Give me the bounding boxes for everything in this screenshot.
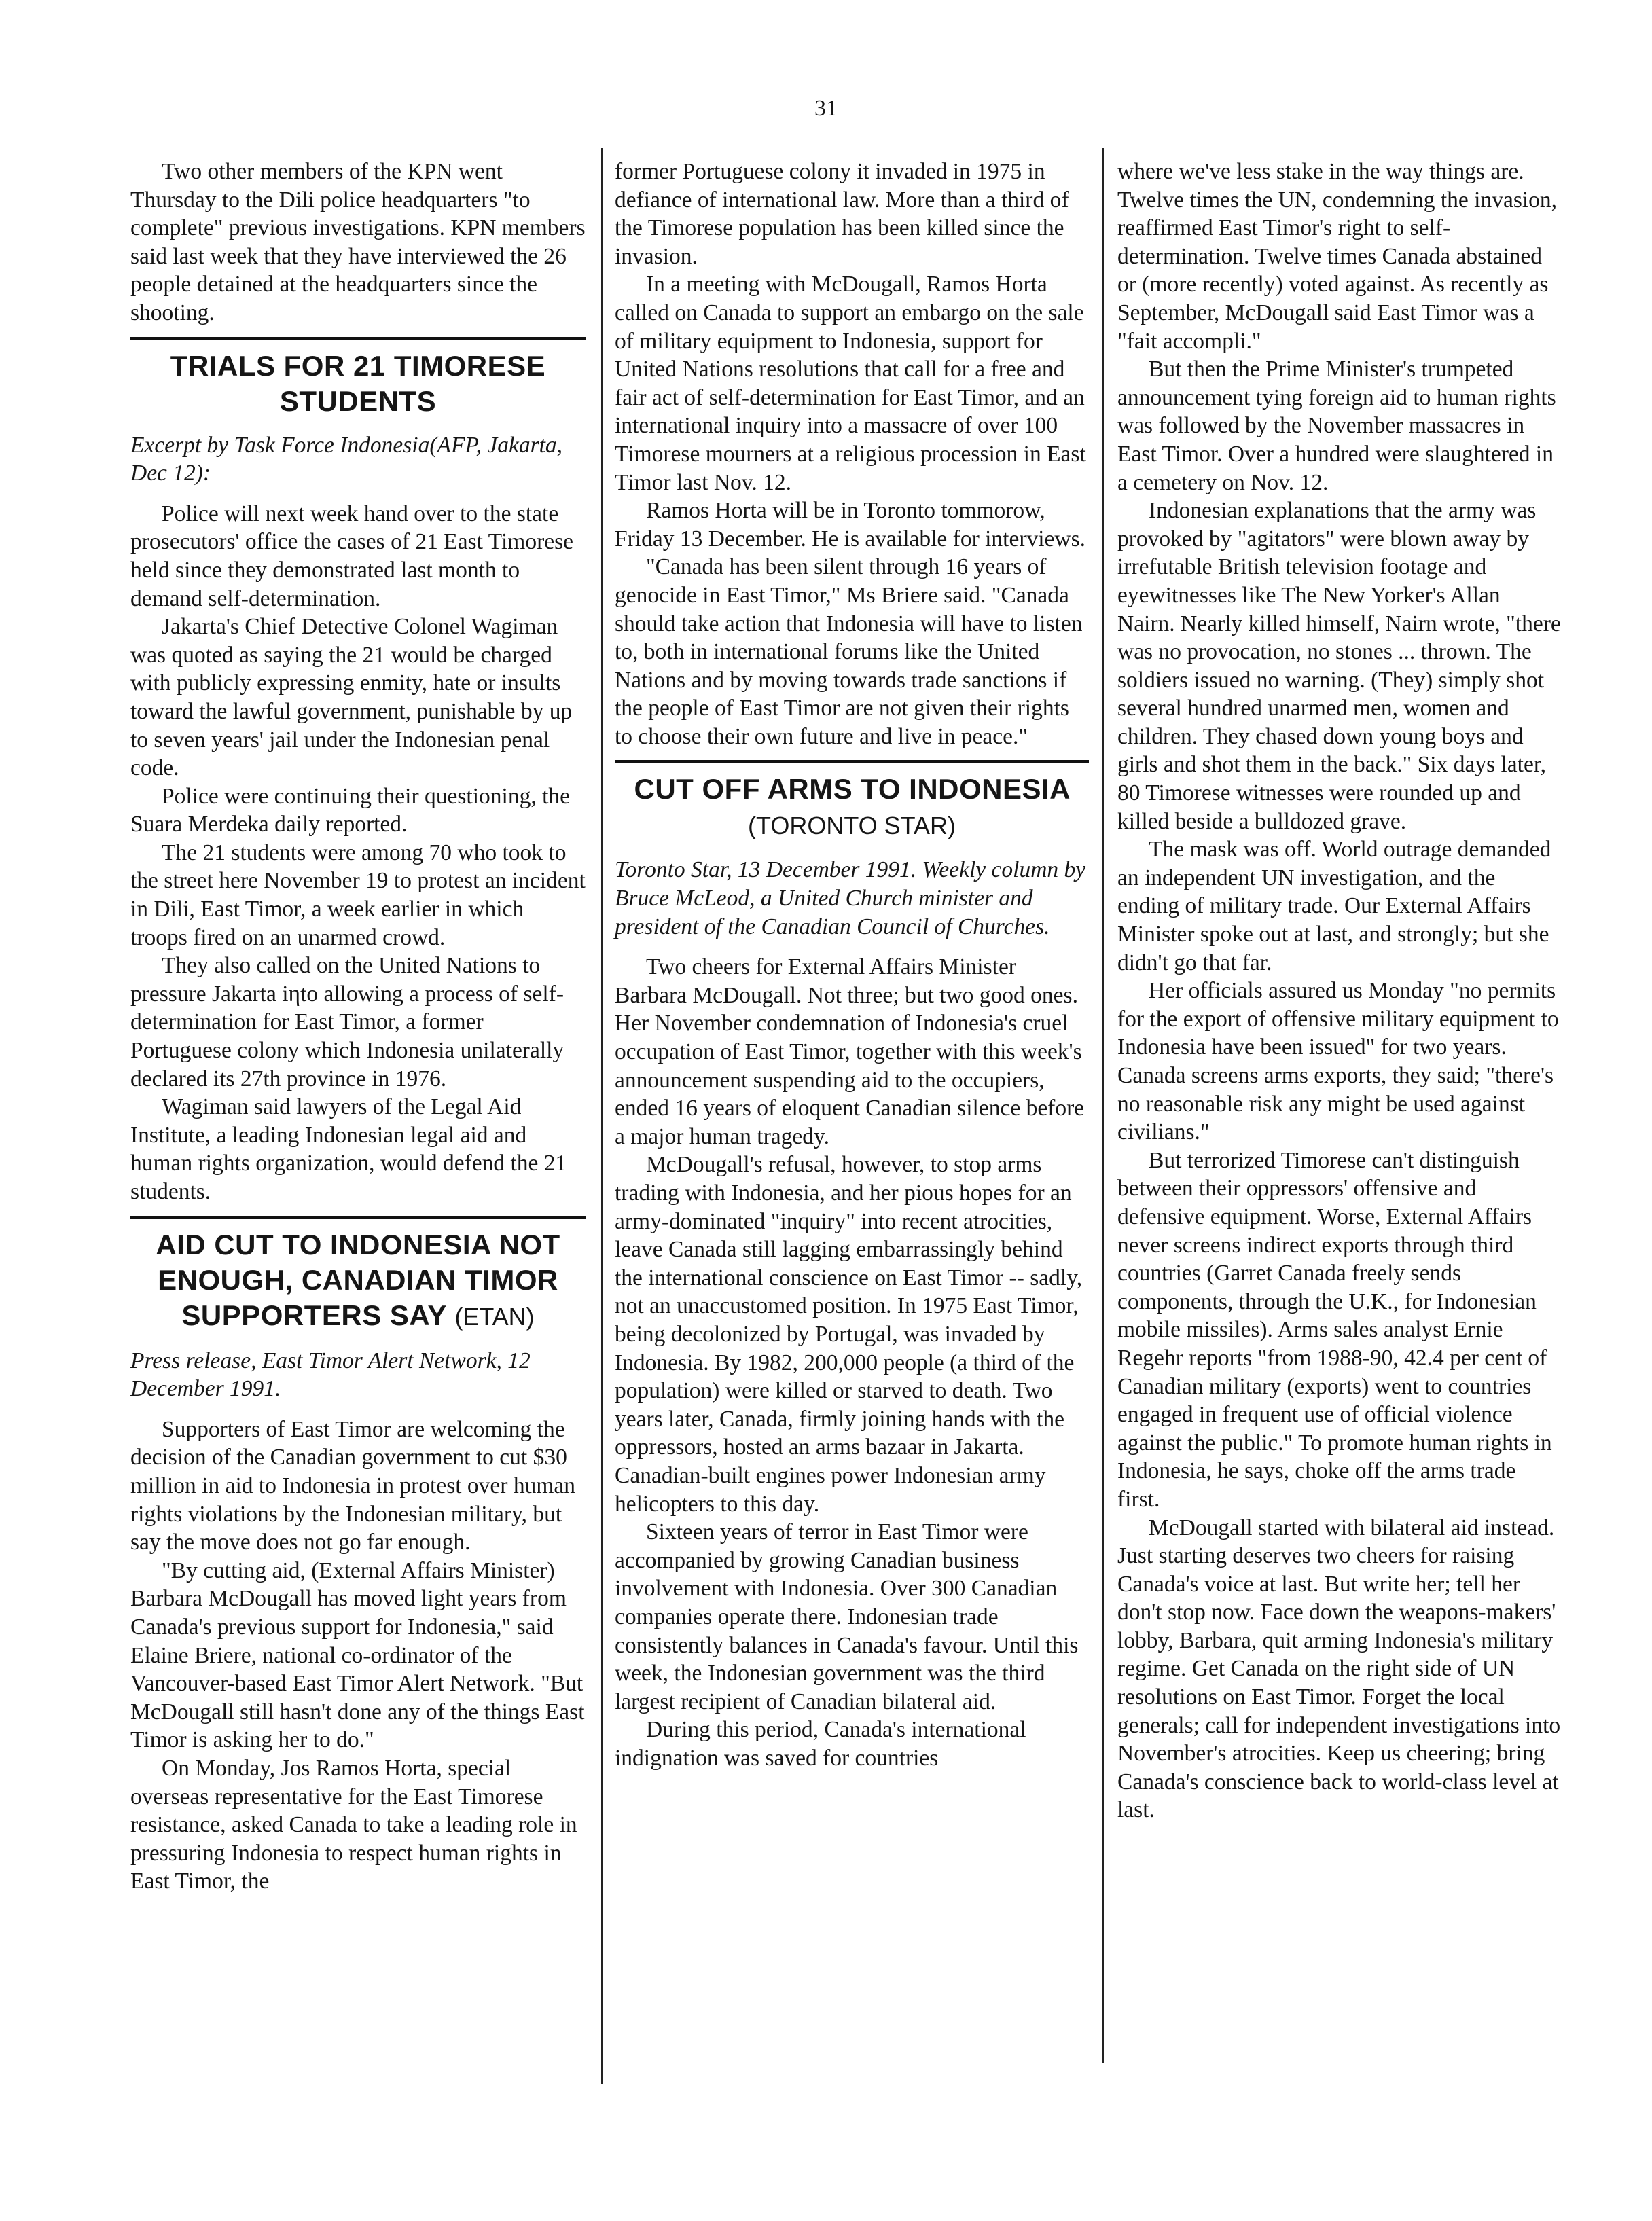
headline-text: AID CUT TO INDONESIA NOT ENOUGH, CANADIAN TIMOR SUPPORTERS SAY — [156, 1228, 560, 1331]
column-2 — [615, 158, 1089, 1772]
article-paragraph: McDougall's refusal, however, to stop arms trading with Indonesia, and her pious hopes for an army-dominated "inquiry" into recent atrocities, leave Canada still lagging embarrassingly behind the international conscience on East Timor -- sadly, not an unaccustomed position. In 1975 East Timor, being decolonized by Portugal, was invaded by Indonesia. By 1982, 200,000 people (a third of the population) were killed or starved to death. Two years later, Canada, firmly joining hands with the oppressors, hosted an arms bazaar in Jakarta. Canadian-built engines power Indonesian army helicopters to this day. — [615, 1152, 1083, 1517]
article-paragraph: During this period, Canada's international indignation was saved for countries — [615, 1717, 1026, 1771]
article-paragraph: Indonesian explanations that the army was provoked by "agitators" were blown away by irrefutable British television footage and eyewitnesses like The New Yorker's Allan Nairn. Nearly killed himself, Nairn wrote, "there was no provocation, no stones ... thrown. The soldiers issued no warning. (They) simply shot several hundred unarmed men, women and children. They chased down young boys and girls and shot them in the back." Six days later, 80 Timorese witnesses were rounded up and killed beside a bulldozed grave. — [1117, 498, 1561, 834]
article-paragraph: They also called on the United Nations to pressure Jakarta iηto allowing a process of self-determination for East Timor, a former Portuguese colony which Indonesia unilaterally declared its 27th province in 1976. — [130, 953, 564, 1091]
headline-source: (TORONTO STAR) — [748, 812, 956, 840]
article-paragraph: Ramos Horta will be in Toronto tommorow, Friday 13 December. He is available for interviews. — [615, 498, 1086, 552]
article-paragraph: But then the Prime Minister's trumpeted announcement tying foreign aid to human rights was followed by the November massacres in East Timor. Over a hundred were slaughtered in a cemetery on Nov. 12. — [1117, 357, 1556, 495]
article-headline — [130, 1227, 586, 1335]
article-paragraph: The 21 students were among 70 who took to the street here November 19 to protest an incident in Dili, East Timor, a week earlier in which troops fired on an unarmed crowd. — [130, 839, 586, 950]
article-paragraph: The mask was off. World outrage demanded an independent UN investigation, and the ending of military trade. Our External Affairs Minister spoke out at last, and strongly; but she didn't go that far. — [1117, 837, 1551, 975]
article-byline: Toronto Star, 13 December 1991. Weekly column by Bruce McLeod, a United Church minister and president of the Canadian Council of Churches. — [615, 857, 1086, 939]
page-number: 31 — [814, 96, 838, 121]
article-headline — [615, 772, 1089, 844]
article-paragraph: In a meeting with McDougall, Ramos Horta called on Canada to support an embargo on the sale of military equipment to Indonesia, support for United Nations resolutions that call for a free and fair act of self-determination for East Timor, and an international inquiry into a massacre of over 100 Timorese mourners at a religious procession in East Timor last Nov. 12. — [615, 272, 1086, 495]
article-paragraph: McDougall started with bilateral aid instead. Just starting deserves two cheers for raising Canada's voice at last. But write her; tell her don't stop now. Face down the weapons-makers' lobby, Barbara, quit arming Indonesia's military regime. Get Canada on the right side of UN resolutions on East Timor. Forget the local generals; call for independent investigations into November's atrocities. Keep us cheering; bring Canada's conscience back to world-class level at last. — [1117, 1515, 1561, 1823]
column-divider — [1102, 148, 1104, 2063]
article-paragraph: Her officials assured us Monday "no permits for the export of offensive military equipment to Indonesia have been issued" for two years. Canada screens arms exports, they said; "there's no reasonable risk any might be used against civilians." — [1117, 978, 1559, 1145]
headline-source: (ETAN) — [454, 1302, 535, 1331]
article-paragraph: "By cutting aid, (External Affairs Minister) Barbara McDougall has moved light years from Canada's previous support for Indonesia," said Elaine Briere, national co-ordinator of the Vancouver-based East Timor Alert Network. "But McDougall still hasn't done any of the things East Timor is asking her to do." — [130, 1557, 585, 1753]
article-paragraph: Wagiman said lawyers of the Legal Aid Institute, a leading Indonesian legal aid and human rights organization, would defend the 21 students. — [130, 1094, 567, 1204]
article-paragraph: Supporters of East Timor are welcoming the decision of the Canadian government to cut $30 million in aid to Indonesia in protest over human rights violations by the Indonesian military, but say the move does not go far enough. — [130, 1416, 576, 1555]
article-paragraph: Police were continuing their questioning, the Suara Merdeka daily reported. — [130, 783, 571, 837]
article-paragraph: where we've less stake in the way things are. Twelve times the UN, condemning the invasion, reaffirmed East Timor's right to self- determination. Twelve times Canada abstained or (more recently) voted against. As recently as September, McDougall said East Timor was a "fait accompli." — [1117, 159, 1558, 354]
article-byline: Press release, East Timor Alert Network, 12 December 1991. — [130, 1348, 531, 1402]
column-1 — [130, 158, 586, 1896]
article-paragraph: Two other members of the KPN went Thursday to the Dili police headquarters "to complete" previous investigations. KPN members said last week that they have interviewed the 26 people detained at the headquarters since the shooting. — [130, 159, 586, 325]
section-rule — [130, 1216, 586, 1219]
article-paragraph: On Monday, Jos Ramos Horta, special overseas representative for the East Timorese resistance, asked Canada to take a leading role in pressuring Indonesia to respect human rights in East Timor, the — [130, 1755, 577, 1894]
article-byline: Excerpt by Task Force Indonesia(AFP, Jakarta, Dec 12): — [130, 432, 563, 486]
headline-text: CUT OFF ARMS TO INDONESIA — [634, 773, 1070, 806]
section-rule — [130, 337, 586, 340]
section-rule — [615, 760, 1089, 763]
article-paragraph: Two cheers for External Affairs Minister Barbara McDougall. Not three; but two good ones. Her November condemnation of Indonesia's cruel occupation of East Timor, together with this week's announcement suspending aid to the occupiers, ended 16 years of eloquent Canadian silence before a major human tragedy. — [615, 954, 1085, 1149]
column-divider — [601, 148, 603, 2084]
article-paragraph: Sixteen years of terror in East Timor were accompanied by growing Canadian business involvement with Indonesia. Over 300 Canadian companies operate there. Indonesian trade consistently balances in Canada's favour. Until this week, the Indonesian government was the third largest recipient of Canadian bilateral aid. — [615, 1519, 1079, 1714]
article-headline: TRIALS FOR 21 TIMORESE STUDENTS — [170, 349, 546, 417]
article-paragraph: Jakarta's Chief Detective Colonel Wagiman was quoted as saying the 21 would be charged with publicly expressing enmity, hate or insults toward the lawful government, punishable by up to seven years' jail under the Indonesian penal code. — [130, 614, 573, 781]
article-paragraph: Police will next week hand over to the state prosecutors' office the cases of 21 East Timorese held since they demonstrated last month to demand self-determination. — [130, 501, 574, 611]
column-3 — [1117, 158, 1562, 1824]
article-paragraph: "Canada has been silent through 16 years of genocide in East Timor," Ms Briere said. "Canada should take action that Indonesia will have to listen to, both in international forums like the United Nations and by moving towards trade sanctions if the people of East Timor are not given their rights to choose their own future and live in peace." — [615, 554, 1083, 749]
article-paragraph: former Portuguese colony it invaded in 1975 in defiance of international law. More than a third of the Timorese population has been killed since the invasion. — [615, 159, 1069, 269]
article-paragraph: But terrorized Timorese can't distinguish between their oppressors' offensive and defensive equipment. Worse, External Affairs never screens indirect exports through third countries (Garret Canada freely sends components, through the U.K., for Indonesian mobile missiles). Arms sales analyst Ernie Regehr reports "from 1988-90, 42.4 per cent of Canadian military (exports) went to countries engaged in frequent use of official violence against the public." To promote human rights in Indonesia, he says, choke off the arms trade first. — [1117, 1147, 1552, 1512]
